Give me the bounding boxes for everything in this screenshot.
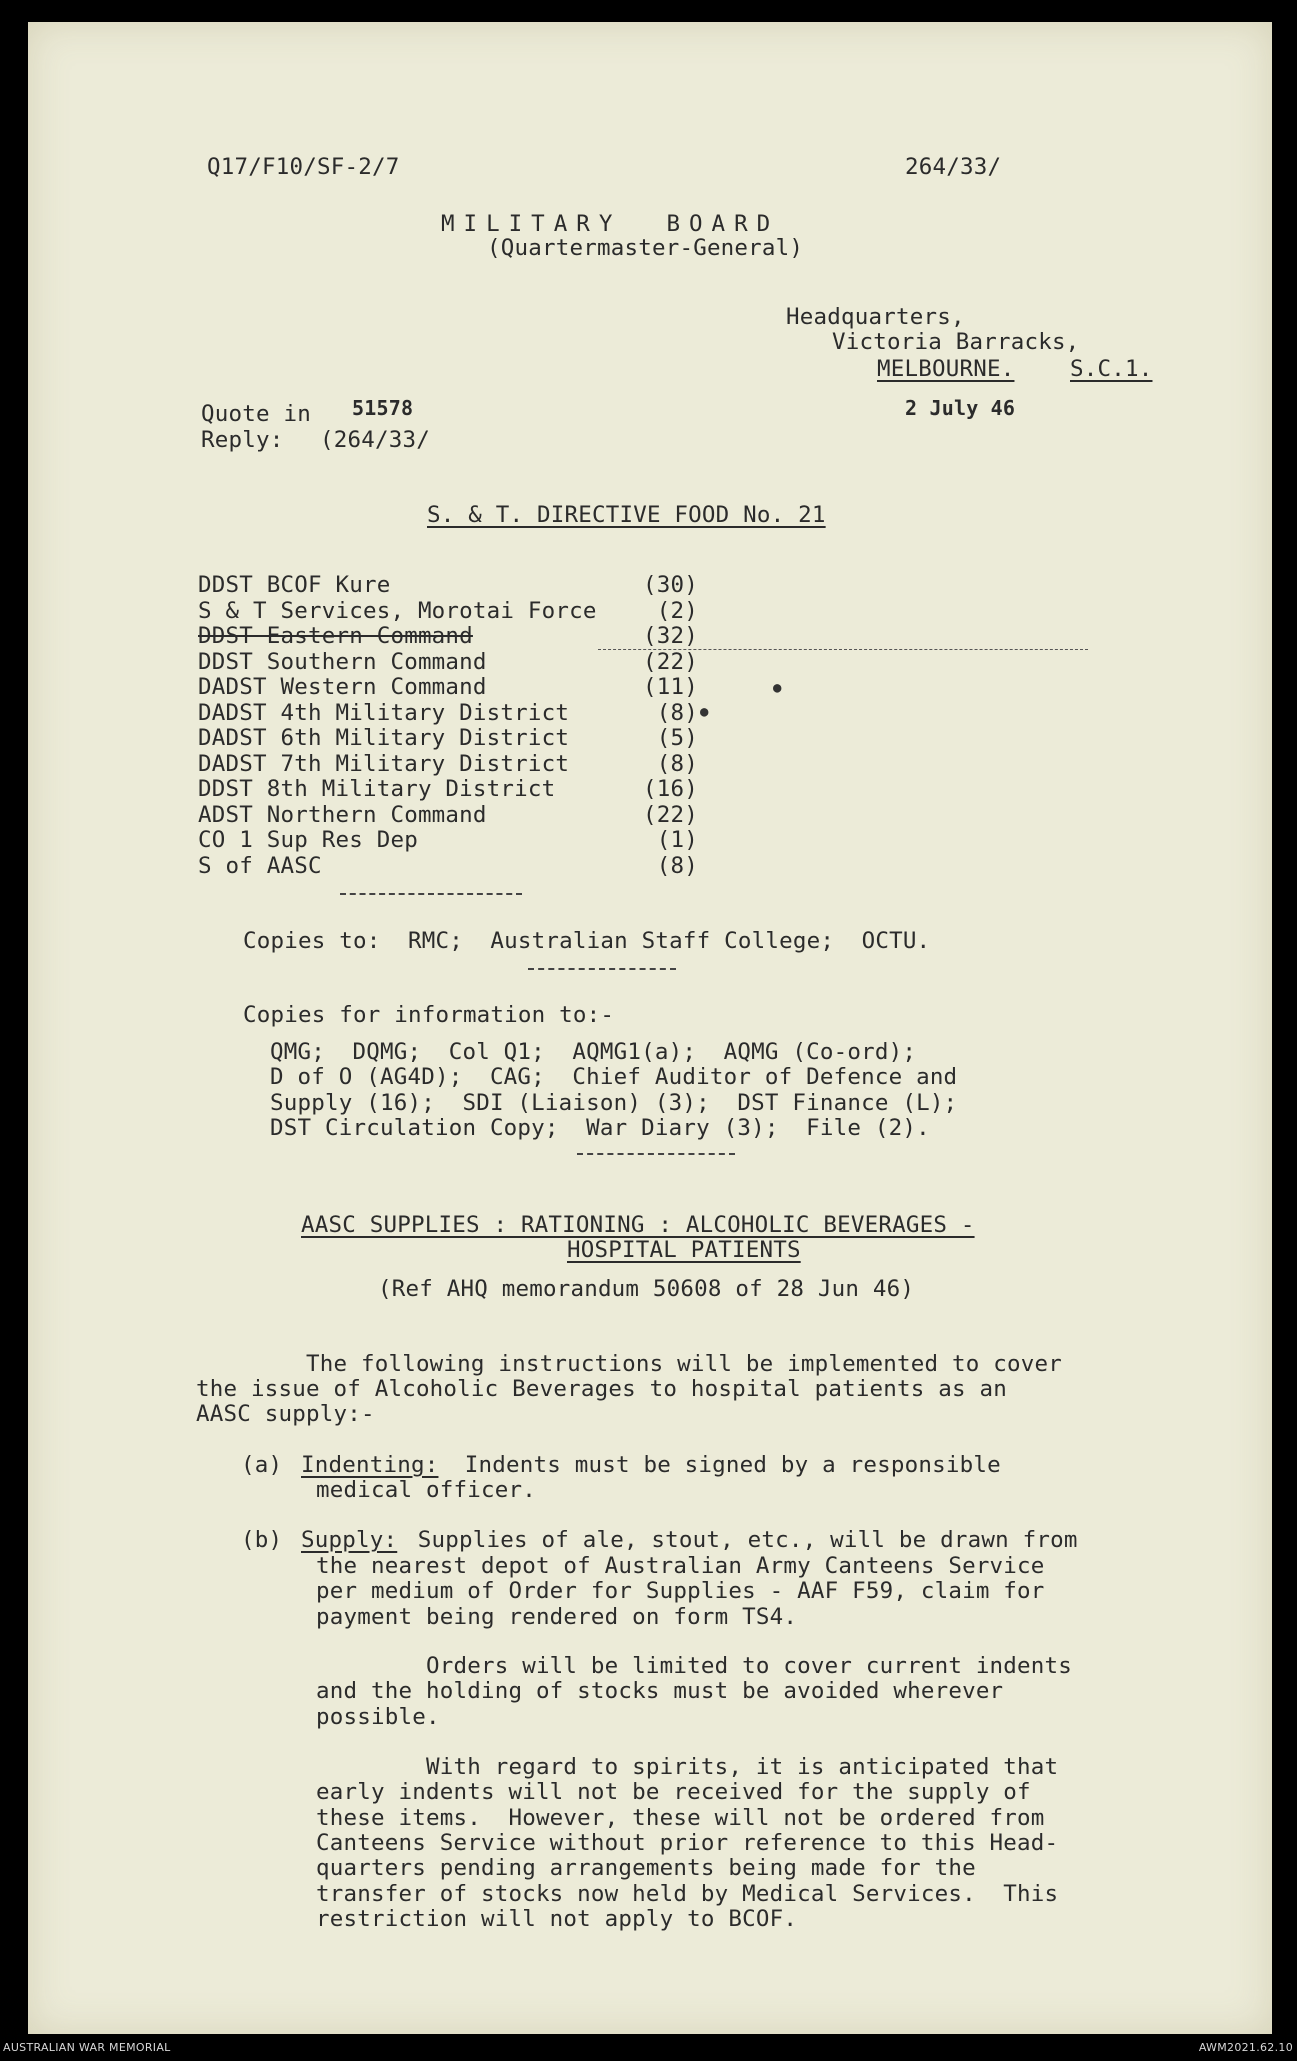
- file-reference: Q17/F10/SF-2/7: [207, 154, 400, 180]
- archive-footer-right: AWM2021.62.10: [1198, 2041, 1293, 2054]
- distribution-row: [198, 599, 698, 624]
- orders-line: and the holding of stocks must be avoided wherever: [316, 1678, 1004, 1704]
- copies-info-heading: Copies for information to:-: [243, 1002, 615, 1028]
- item-a-heading: Indenting:: [301, 1452, 439, 1478]
- distribution-count: (22): [643, 649, 698, 675]
- spirits-line: early indents will not be received for the supply of: [316, 1779, 1031, 1805]
- distribution-unit: CO 1 Sup Res Dep: [198, 827, 418, 853]
- document-page: [28, 22, 1272, 2034]
- address-city: MELBOURNE.: [877, 356, 1015, 382]
- separator-line: [340, 893, 522, 895]
- distribution-count: (16): [643, 776, 698, 802]
- address-line-2: Victoria Barracks,: [832, 329, 1080, 355]
- pen-dot: ●: [773, 680, 782, 696]
- distribution-unit: DDST BCOF Kure: [198, 572, 391, 598]
- item-b-text: per medium of Order for Supplies - AAF F59, claim for: [316, 1578, 1045, 1604]
- archive-footer-left: AUSTRALIAN WAR MEMORIAL: [3, 2041, 171, 2054]
- distribution-row: [198, 854, 698, 879]
- distribution-unit: DDST Eastern Command: [198, 623, 473, 649]
- quote-label: Quote in: [201, 401, 311, 427]
- distribution-row: [198, 675, 698, 700]
- reply-reference: (264/33/: [320, 427, 430, 453]
- distribution-row: [198, 701, 698, 726]
- item-b-text: the nearest depot of Australian Army Canteens Service: [316, 1553, 1045, 1579]
- address-district: S.C.1.: [1070, 356, 1153, 382]
- distribution-count: (22): [643, 802, 698, 828]
- distribution-count: (5): [656, 725, 698, 751]
- spirits-line: With regard to spirits, it is anticipated that: [316, 1754, 1059, 1780]
- board-title: MILITARY BOARD: [441, 211, 780, 237]
- orders-line: possible.: [316, 1704, 440, 1730]
- date-stamp: 2 July 46: [905, 396, 1016, 420]
- orders-line: Orders will be limited to cover current indents: [316, 1653, 1073, 1679]
- intro-line: AASC supply:-: [196, 1401, 375, 1427]
- copies-info-line: DST Circulation Copy; War Diary (3); File (2).: [270, 1115, 930, 1141]
- distribution-count: (32): [643, 623, 698, 649]
- distribution-row: [198, 650, 698, 675]
- distribution-row: [198, 573, 698, 598]
- distribution-row: [198, 726, 698, 751]
- intro-line: The following instructions will be implemented to cover: [196, 1351, 1063, 1377]
- copies-info-line: Supply (16); SDI (Liaison) (3); DST Finance (L);: [270, 1090, 958, 1116]
- spirits-line: Canteens Service without prior reference to this Head-: [316, 1830, 1059, 1856]
- distribution-row: [198, 777, 698, 802]
- spirits-line: transfer of stocks now held by Medical Services. This: [316, 1881, 1059, 1907]
- distribution-count: (8): [656, 700, 698, 726]
- document-number: 264/33/: [905, 154, 1002, 180]
- copies-info-line: QMG; DQMG; Col Q1; AQMG1(a); AQMG (Co-ord);: [270, 1039, 917, 1065]
- subject-reference: (Ref AHQ memorandum 50608 of 28 Jun 46): [378, 1276, 915, 1302]
- distribution-count: (2): [656, 598, 698, 624]
- spirits-line: restriction will not apply to BCOF.: [316, 1906, 798, 1932]
- distribution-unit: DADST 6th Military District: [198, 725, 570, 751]
- spirits-line: these items. However, these will not be ordered from: [316, 1805, 1045, 1831]
- separator-line: [528, 968, 676, 970]
- subject-line-1: AASC SUPPLIES : RATIONING : ALCOHOLIC BEVERAGES -: [301, 1212, 975, 1238]
- item-b-heading: Supply:: [301, 1527, 398, 1553]
- distribution-unit: S of AASC: [198, 853, 322, 879]
- distribution-count: (8): [656, 751, 698, 777]
- board-subtitle: (Quartermaster-General): [487, 235, 804, 261]
- distribution-row: [198, 624, 698, 649]
- distribution-unit: DADST Western Command: [198, 674, 487, 700]
- distribution-unit: DDST 8th Military District: [198, 776, 556, 802]
- reply-label: Reply:: [201, 427, 284, 453]
- distribution-unit: DADST 4th Military District: [198, 700, 570, 726]
- item-a-text: Indents must be signed by a responsible: [451, 1452, 1001, 1478]
- distribution-unit: S & T Services, Morotai Force: [198, 598, 597, 624]
- item-b-text: payment being rendered on form TS4.: [316, 1604, 798, 1630]
- distribution-count: (1): [656, 827, 698, 853]
- item-b-text: Supplies of ale, stout, etc., will be drawn from: [404, 1527, 1078, 1553]
- pen-stroke: [598, 649, 1088, 650]
- item-a-label: (a): [241, 1452, 283, 1478]
- separator-line: [577, 1153, 735, 1155]
- address-line-1: Headquarters,: [786, 304, 965, 330]
- distribution-row: [198, 828, 698, 853]
- item-a-text: medical officer.: [316, 1477, 536, 1503]
- distribution-row: [198, 752, 698, 777]
- distribution-unit: ADST Northern Command: [198, 802, 487, 828]
- item-b-label: (b): [241, 1527, 283, 1553]
- pen-dot: ●: [700, 704, 709, 720]
- distribution-unit: DDST Southern Command: [198, 649, 487, 675]
- distribution-count: (11): [643, 674, 698, 700]
- copies-to: Copies to: RMC; Australian Staff College; OCTU.: [243, 928, 931, 954]
- copies-info-line: D of O (AG4D); CAG; Chief Auditor of Defence and: [270, 1064, 958, 1090]
- quote-stamp: 51578: [352, 396, 414, 420]
- distribution-row: [198, 803, 698, 828]
- spirits-line: quarters pending arrangements being made for the: [316, 1855, 976, 1881]
- intro-line: the issue of Alcoholic Beverages to hospital patients as an: [196, 1376, 1008, 1402]
- directive-title: S. & T. DIRECTIVE FOOD No. 21: [427, 502, 826, 528]
- distribution-unit: DADST 7th Military District: [198, 751, 570, 777]
- subject-line-2: HOSPITAL PATIENTS: [567, 1237, 801, 1263]
- distribution-count: (8): [656, 853, 698, 879]
- distribution-count: (30): [643, 572, 698, 598]
